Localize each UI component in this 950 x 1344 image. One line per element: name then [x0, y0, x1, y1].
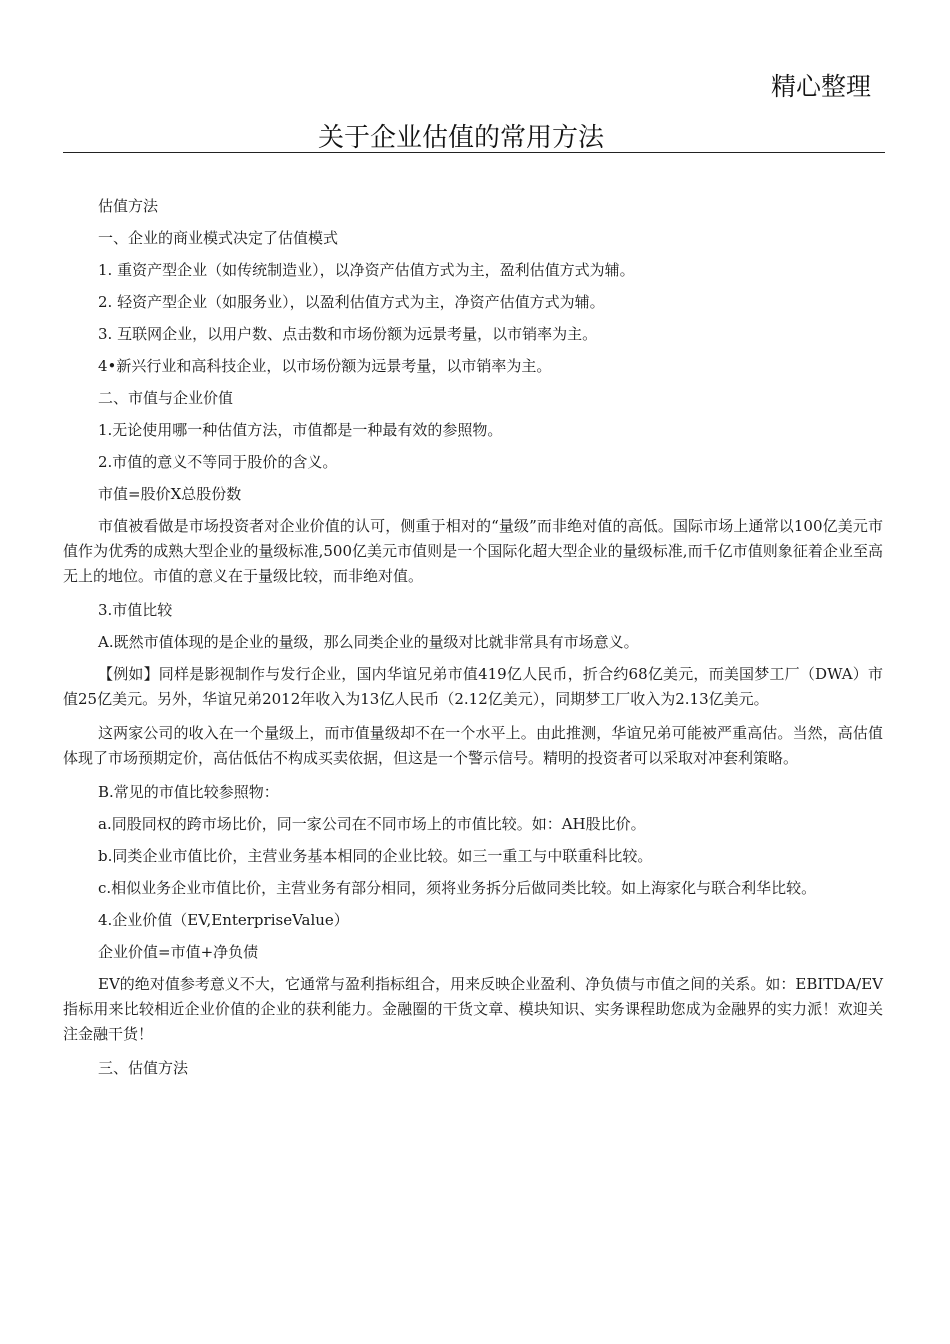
list-item: 3. 互联网企业，以用户数、点击数和市场份额为远景考量，以市销率为主。: [98, 325, 598, 343]
subsection-heading: 3.市值比较: [98, 601, 173, 619]
title-rule: [63, 152, 885, 153]
example-paragraph: 【例如】同样是影视制作与发行企业，国内华谊兄弟市值419亿人民币，折合约68亿美元，而美国梦工厂（DWA）市值25亿美元。另外，华谊兄弟2012年收入为13亿人民币（2.12亿美元），同期梦工厂收入为2.13亿美元。: [63, 665, 883, 708]
paragraph: 市值被看做是市场投资者对企业价值的认可，侧重于相对的“量级”而非绝对值的高低。国际市场上通常以100亿美元市值作为优秀的成熟大型企业的量级标准,500亿美元市值则是一个国际化超大型企业的量级标准,而千亿市值则象征着企业至高无上的地位。市值的意义在于量级比较，而非绝对值。: [63, 517, 883, 585]
subsection-heading: 4.企业价值（EV,EnterpriseValue）: [98, 911, 349, 929]
paragraph: EV的绝对值参考意义不大，它通常与盈利指标组合，用来反映企业盈利、净负债与市值之间的关系。如：EBITDA/EV指标用来比较相近企业价值的企业的获利能力。金融圈的干货文章、模块知识、实务课程助您成为金融界的实力派！欢迎关注金融干货！: [63, 975, 883, 1043]
list-item: c.相似业务企业市值比价，主营业务有部分相同，须将业务拆分后做同类比较。如上海家化与联合利华比较。: [98, 879, 817, 897]
list-item: 1.无论使用哪一种估值方法，市值都是一种最有效的参照物。: [98, 421, 503, 439]
list-item: 1. 重资产型企业（如传统制造业），以净资产估值方式为主，盈利估值方式为辅。: [98, 261, 635, 279]
document-body: [63, 194, 883, 1088]
list-item: 2.市值的意义不等同于股价的含义。: [98, 453, 338, 471]
formula: 企业价值=市值+净负债: [98, 943, 259, 961]
paragraph-heading: 估值方法: [98, 197, 159, 215]
section-heading: 二、市值与企业价值: [98, 389, 234, 407]
paragraph: 这两家公司的收入在一个量级上，而市值量级却不在一个水平上。由此推测，华谊兄弟可能被严重高估。当然，高估值体现了市场预期定价，高估低估不构成买卖依据，但这是一个警示信号。精明的投资者可以采取对冲套利策略。: [63, 724, 883, 767]
formula: 市值=股价X总股份数: [98, 485, 242, 503]
page-title: 关于企业估值的常用方法: [318, 123, 605, 153]
header-stamp: 精心整理: [771, 72, 872, 101]
list-item: b.同类企业市值比价，主营业务基本相同的企业比较。如三一重工与中联重科比较。: [98, 847, 653, 865]
list-item: a.同股同权的跨市场比价，同一家公司在不同市场上的市值比较。如：AH股比价。: [98, 815, 646, 833]
paragraph: B.常见的市值比较参照物：: [98, 783, 279, 801]
list-item: 4•新兴行业和高科技企业，以市场份额为远景考量，以市销率为主。: [98, 357, 552, 375]
paragraph: A.既然市值体现的是企业的量级，那么同类企业的量级对比就非常具有市场意义。: [98, 633, 639, 651]
section-heading: 一、企业的商业模式决定了估值模式: [98, 229, 339, 247]
list-item: 2. 轻资产型企业（如服务业），以盈利估值方式为主，净资产估值方式为辅。: [98, 293, 605, 311]
section-heading: 三、估值方法: [98, 1059, 189, 1077]
